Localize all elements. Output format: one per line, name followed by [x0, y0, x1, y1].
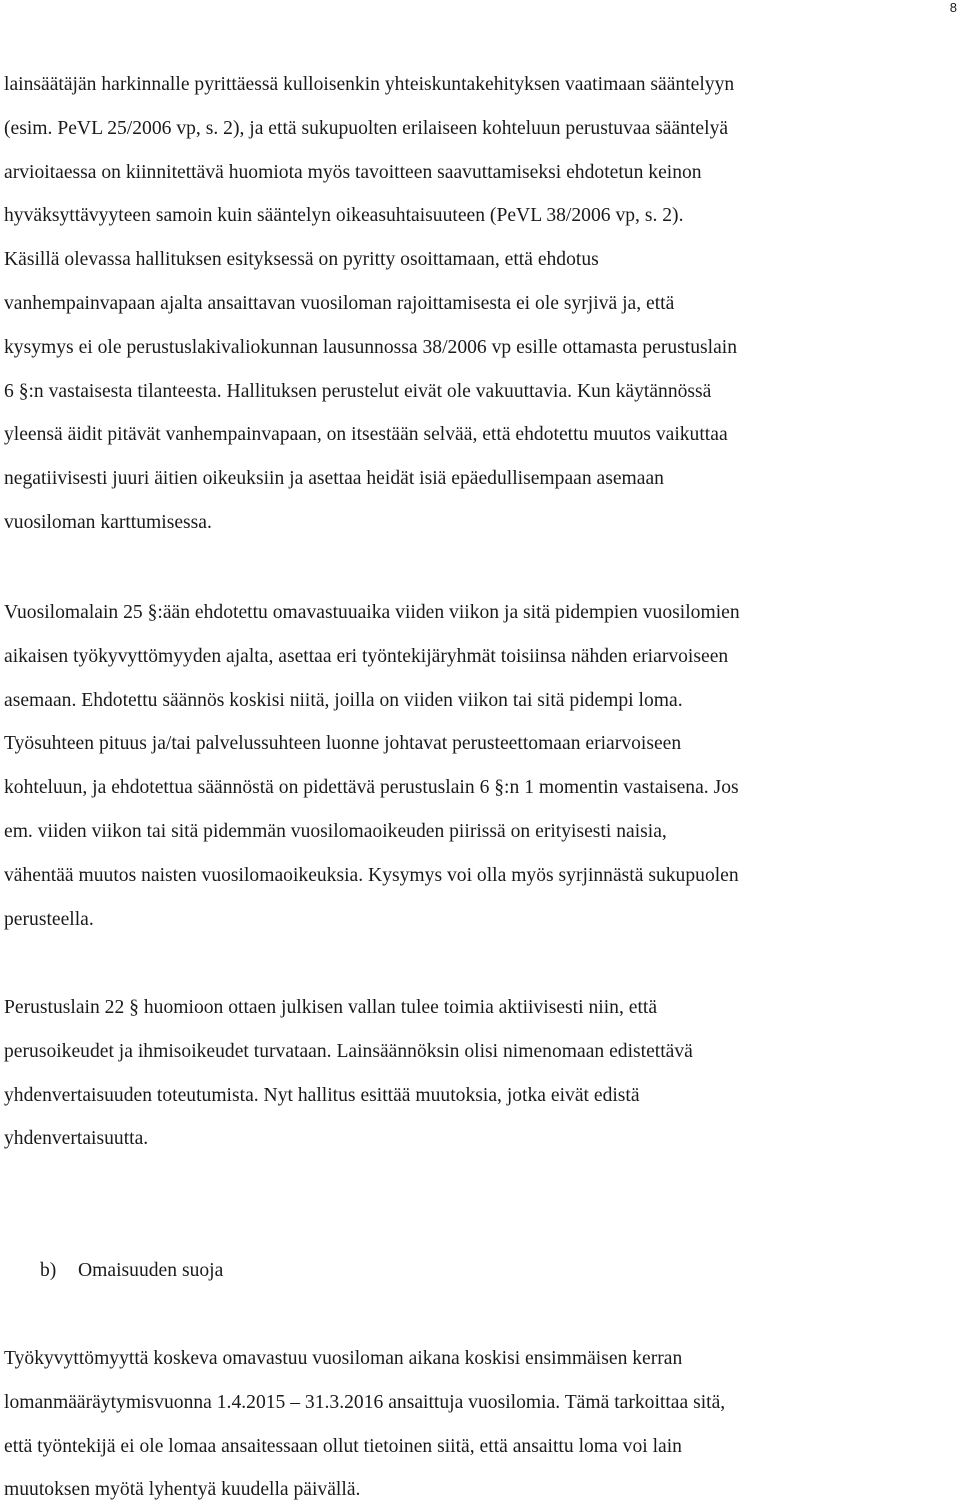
text-line: (esim. PeVL 25/2006 vp, s. 2), ja että sukupuolten erilaiseen kohteluun perustuvaa sääntelyä: [4, 117, 729, 139]
page-number: 8: [949, 0, 957, 15]
text-line: että työntekijä ei ole lomaa ansaitessaan ollut tietoinen siitä, että ansaittu loma voi lain: [4, 1435, 682, 1457]
text-line: vanhempainvapaan ajalta ansaittavan vuosiloman rajoittamisesta ei ole syrjivä ja, että: [4, 292, 675, 314]
text-line: vähentää muutos naisten vuosilomaoikeuksia. Kysymys voi olla myös syrjinnästä sukupuolen: [4, 864, 739, 886]
section-heading-text: Omaisuuden suoja: [78, 1260, 224, 1281]
text-line: Vuosilomalain 25 §:ään ehdotettu omavastuuaika viiden viikon ja sitä pidempien vuosilomien: [4, 602, 740, 623]
paragraph-annual-leave-act: [4, 591, 960, 941]
text-line: yhdenvertaisuutta.: [4, 1128, 149, 1150]
list-marker: b): [40, 1260, 57, 1281]
text-line: Työsuhteen pituus ja/tai palvelussuhteen luonne johtavat perusteettomaan eriarvoiseen: [4, 733, 682, 755]
paragraph-deductible-timing: [4, 1337, 960, 1512]
text-line: em. viiden viikon tai sitä pidemmän vuosilomaoikeuden piirissä on erityisesti naisia,: [4, 820, 667, 842]
text-line: arvioitaessa on kiinnitettävä huomiota myös tavoitteen saavuttamiseksi ehdotetun keinon: [4, 161, 702, 183]
text-line: 6 §:n vastaisesta tilanteesta. Hallituksen perustelut eivät ole vakuuttavia. Kun käytännössä: [4, 380, 712, 402]
text-line: yleensä äidit pitävät vanhempainvapaan, on itsestään selvää, että ehdotettu muutos vaikuttaa: [4, 424, 728, 446]
text-line: perusoikeudet ja ihmisoikeudet turvataan. Lainsäännöksin olisi nimenomaan edistettävä: [4, 1040, 693, 1062]
text-line: Työkyvyttömyyttä koskeva omavastuu vuosiloman aikana koskisi ensimmäisen kerran: [4, 1348, 683, 1369]
text-line: negatiivisesti juuri äitien oikeuksiin ja asettaa heidät isiä epäedullisempaan asemaan: [4, 468, 664, 490]
text-line: lomanmääräytymisvuonna 1.4.2015 – 31.3.2016 ansaittuja vuosilomia. Tämä tarkoittaa sitä,: [4, 1391, 726, 1413]
section-heading-property-protection: [40, 1256, 223, 1286]
text-line: aikaisen työkyvyttömyyden ajalta, asettaa eri työntekijäryhmät toisiinsa nähden eriarvoiseen: [4, 645, 729, 667]
paragraph-equality-regulation: [4, 63, 960, 545]
text-line: muutoksen myötä lyhentyä kuudella päivällä.: [4, 1479, 361, 1501]
text-line: vuosiloman karttumisessa.: [4, 511, 212, 533]
text-line: asemaan. Ehdotettu säännös koskisi niitä, joilla on viiden viikon tai sitä pidempi loma.: [4, 689, 683, 711]
text-line: yhdenvertaisuuden toteutumista. Nyt hallitus esittää muutoksia, jotka eivät edistä: [4, 1084, 640, 1106]
text-line: Perustuslain 22 § huomioon ottaen julkisen vallan tulee toimia aktiivisesti niin, että: [4, 997, 658, 1018]
text-line: lainsäätäjän harkinnalle pyrittäessä kulloisenkin yhteiskuntakehityksen vaatimaan sääntelyyn: [4, 74, 735, 95]
text-line: hyväksyttävyyteen samoin kuin sääntelyn oikeasuhtaisuuteen (PeVL 38/2006 vp, s. 2).: [4, 205, 684, 227]
text-line: kohteluun, ja ehdotettua säännöstä on pidettävä perustuslain 6 §:n 1 momentin vastaisena. Jos: [4, 777, 739, 799]
text-line: Käsillä olevassa hallituksen esityksessä on pyritty osoittamaan, että ehdotus: [4, 249, 599, 271]
text-line: perusteella.: [4, 908, 94, 930]
paragraph-constitution-22: [4, 986, 960, 1161]
text-line: kysymys ei ole perustuslakivaliokunnan lausunnossa 38/2006 vp esille ottamasta perustuslain: [4, 336, 738, 358]
